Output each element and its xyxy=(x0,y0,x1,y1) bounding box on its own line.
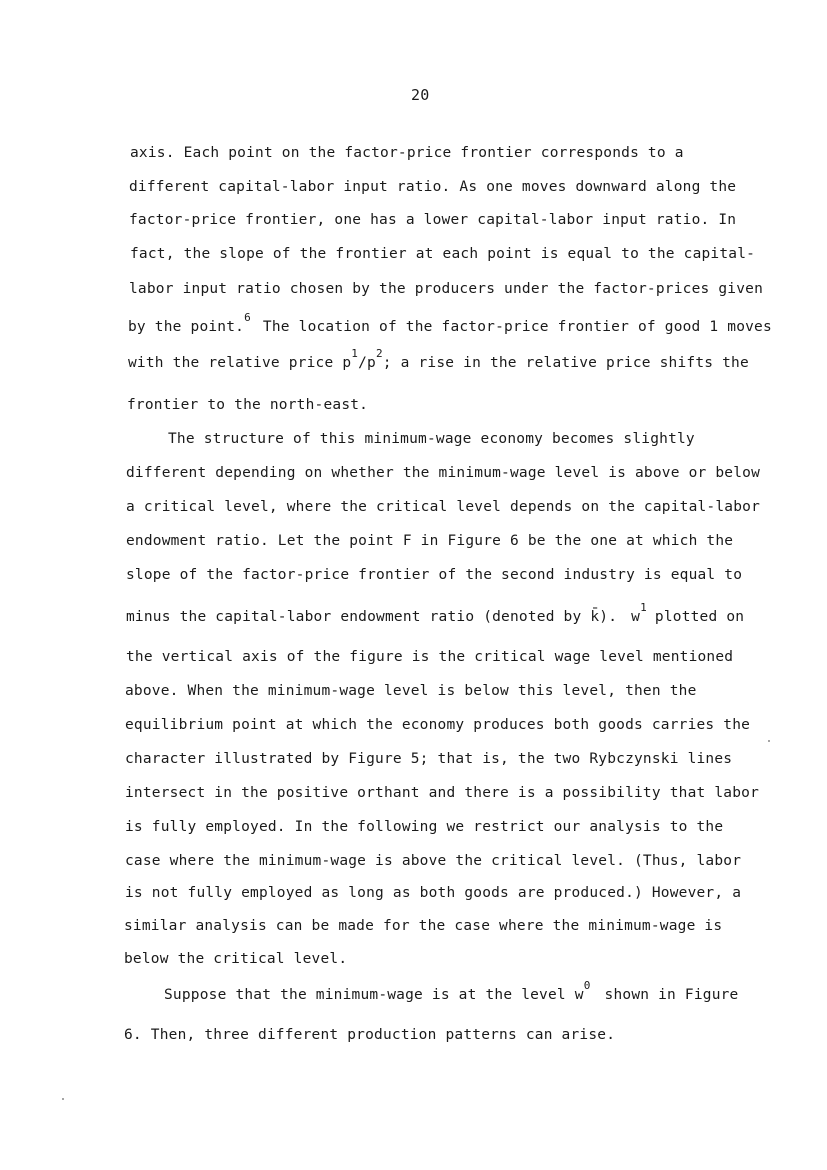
text-line xyxy=(130,245,756,263)
subscript: 1 xyxy=(640,601,647,614)
text-line xyxy=(125,750,733,768)
line-text: labor input ratio chosen by the producers under the factor-prices given xyxy=(129,281,764,297)
text-line xyxy=(124,950,722,968)
line-text: above. When the minimum-wage level is below this level, then the xyxy=(125,683,697,699)
text-line xyxy=(126,464,761,482)
text-line xyxy=(127,396,727,414)
text-line xyxy=(168,430,726,448)
line-text: shown in Figure xyxy=(604,987,739,1003)
text-line xyxy=(126,532,734,550)
line-text: endowment ratio. Let the point F in Figure 6 be the one at which the xyxy=(126,533,734,549)
line-text: different capital-labor input ratio. As one moves downward along the xyxy=(129,179,737,195)
text-line xyxy=(129,211,737,229)
line-text: /p xyxy=(358,355,376,371)
line-text: plotted on xyxy=(654,609,745,625)
page-number: 20 xyxy=(411,86,430,104)
line-text: slope of the factor-price frontier of the second industry is equal to xyxy=(126,567,743,583)
line-text: frontier to the north-east. xyxy=(127,397,369,413)
line-text: w xyxy=(631,609,641,625)
subscript: 2 xyxy=(375,347,383,360)
subscript: 1 xyxy=(351,347,359,360)
scan-speck xyxy=(768,740,770,742)
line-text: The structure of this minimum-wage economy becomes slightly xyxy=(168,431,695,447)
text-line xyxy=(126,648,734,666)
line-text: a critical level, where the critical level depends on the capital-labor xyxy=(126,499,761,515)
line-text: 6. Then, three different production patterns can arise. xyxy=(124,1027,616,1043)
line-text: below the critical level. xyxy=(124,951,348,967)
line-text: the vertical axis of the figure is the critical wage level mentioned xyxy=(126,649,734,665)
text-line xyxy=(164,979,739,1004)
line-text: similar analysis can be made for the case where the minimum-wage is xyxy=(124,918,723,934)
text-line xyxy=(125,682,724,700)
line-text: is not fully employed as long as both goods are produced.) However, a xyxy=(125,885,742,901)
text-line xyxy=(126,601,745,626)
line-text: by the point. xyxy=(128,319,245,335)
text-line xyxy=(129,280,764,298)
text-line xyxy=(128,311,772,336)
line-text: is fully employed. In the following we restrict our analysis to the xyxy=(125,819,724,835)
text-line xyxy=(125,818,723,836)
line-text: with the relative price p xyxy=(128,355,352,371)
line-text: fact, the slope of the frontier at each point is equal to the capital- xyxy=(130,246,756,262)
line-text: Suppose that the minimum-wage is at the level w xyxy=(164,987,584,1003)
text-line xyxy=(124,1026,722,1044)
text-line xyxy=(125,852,742,870)
text-line xyxy=(126,498,761,516)
text-line xyxy=(129,178,737,196)
line-text: The location of the factor-price frontier of good 1 moves xyxy=(262,319,772,335)
text-line xyxy=(128,347,749,372)
line-text: case where the minimum-wage is above the critical level. (Thus, labor xyxy=(125,853,742,869)
line-text: ; a rise in the relative price shifts the xyxy=(382,355,749,371)
footnote-marker: 6 xyxy=(244,311,251,324)
line-text: minus the capital-labor endowment ratio (denoted by k̄). xyxy=(126,609,618,625)
line-text: axis. Each point on the factor-price frontier corresponds to a xyxy=(130,145,684,161)
subscript: 0 xyxy=(583,979,591,992)
line-text: equilibrium point at which the economy produces both goods carries the xyxy=(125,717,751,733)
line-text: different depending on whether the minimum-wage level is above or below xyxy=(126,465,761,481)
text-line xyxy=(124,917,722,935)
text-line xyxy=(125,784,760,802)
text-line xyxy=(126,566,743,584)
text-line xyxy=(130,144,727,162)
text-line xyxy=(125,884,742,902)
line-text: factor-price frontier, one has a lower capital-labor input ratio. In xyxy=(129,212,737,228)
text-line xyxy=(125,716,751,734)
line-text: intersect in the positive orthant and there is a possibility that labor xyxy=(125,785,760,801)
scan-speck xyxy=(62,1098,64,1100)
line-text: character illustrated by Figure 5; that is, the two Rybczynski lines xyxy=(125,751,733,767)
